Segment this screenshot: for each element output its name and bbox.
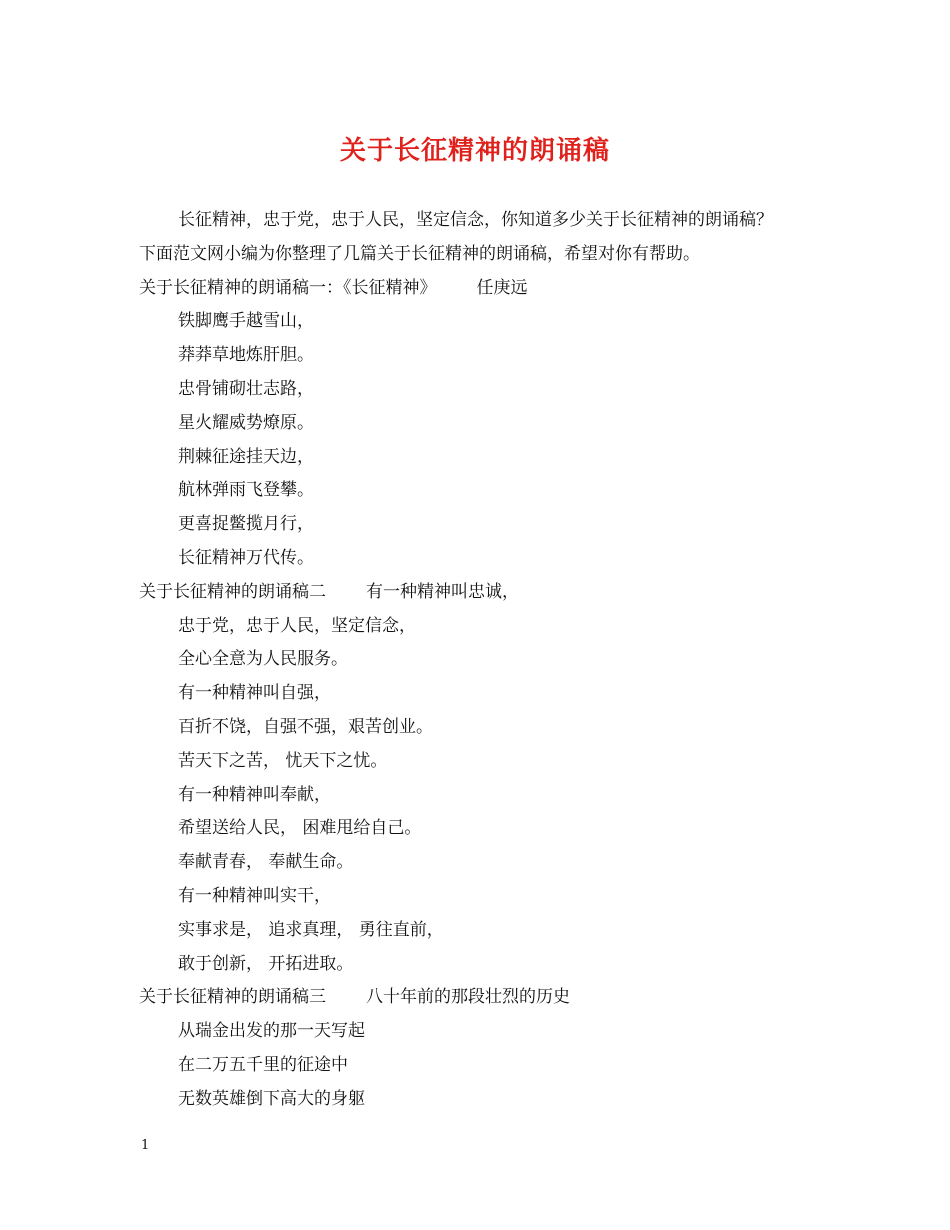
poem-line: 航林弹雨飞登攀。 xyxy=(178,480,314,501)
section3-heading-line xyxy=(139,981,839,1015)
poem-line: 有一种精神叫实干， xyxy=(178,885,331,906)
intro-line-1: 长征精神，忠于党，忠于人民，坚定信念，你知道多少关于长征精神的朗诵稿？ xyxy=(178,210,773,230)
poem-line: 星火耀威势燎原。 xyxy=(178,412,314,433)
section2-heading-line xyxy=(139,576,839,610)
poem-line: 铁脚鹰手越雪山， xyxy=(178,311,314,332)
poem-line: 敢于创新， 开拓进取。 xyxy=(178,953,354,974)
poem-line: 从瑞金出发的那一天写起 xyxy=(178,1021,365,1042)
poem-line: 荆棘征途挂天边， xyxy=(178,446,314,467)
poem-line: 在二万五千里的征途中 xyxy=(178,1054,348,1075)
poem-line: 实事求是， 追求真理， 勇往直前， xyxy=(178,919,444,940)
document-title: 关于长征精神的朗诵稿 xyxy=(339,136,610,166)
poem-line: 更喜捉鳖揽月行， xyxy=(178,514,314,535)
poem-line: 忠于党，忠于人民，坚定信念， xyxy=(178,615,416,636)
section1-heading-line xyxy=(139,272,839,306)
poem-line: 奉献青春， 奉献生命。 xyxy=(178,852,354,873)
poem-line: 莽莽草地炼肝胆。 xyxy=(178,345,314,366)
poem-line: 苦天下之苦， 忧天下之忧。 xyxy=(178,750,388,771)
intro-line-2: 下面范文网小编为你整理了几篇关于长征精神的朗诵稿，希望对你有帮助。 xyxy=(139,243,700,264)
poem-line: 希望送给人民， 困难甩给自己。 xyxy=(178,818,422,839)
page-number: 1 xyxy=(141,1138,150,1153)
poem-line: 有一种精神叫自强， xyxy=(178,683,331,704)
poem-line: 长征精神万代传。 xyxy=(178,547,314,568)
poem-line: 忠骨铺砌壮志路， xyxy=(178,378,314,399)
poem-line: 有一种精神叫奉献， xyxy=(178,784,331,805)
poem-line: 全心全意为人民服务。 xyxy=(178,649,348,670)
document-body xyxy=(139,204,839,1117)
section1-author: 任庚远 xyxy=(476,277,528,298)
section3-first-line: 八十年前的那段壮烈的历史 xyxy=(366,987,570,1008)
section1-heading: 关于长征精神的朗诵稿一：《长征精神》 xyxy=(139,277,437,298)
section2-heading: 关于长征精神的朗诵稿二 xyxy=(139,581,326,602)
section3-heading: 关于长征精神的朗诵稿三 xyxy=(139,987,326,1008)
poem-line: 百折不饶，自强不强，艰苦创业。 xyxy=(178,716,433,737)
section2-first-line: 有一种精神叫忠诚， xyxy=(366,581,519,602)
poem-line: 无数英雄倒下高大的身躯 xyxy=(178,1088,365,1109)
